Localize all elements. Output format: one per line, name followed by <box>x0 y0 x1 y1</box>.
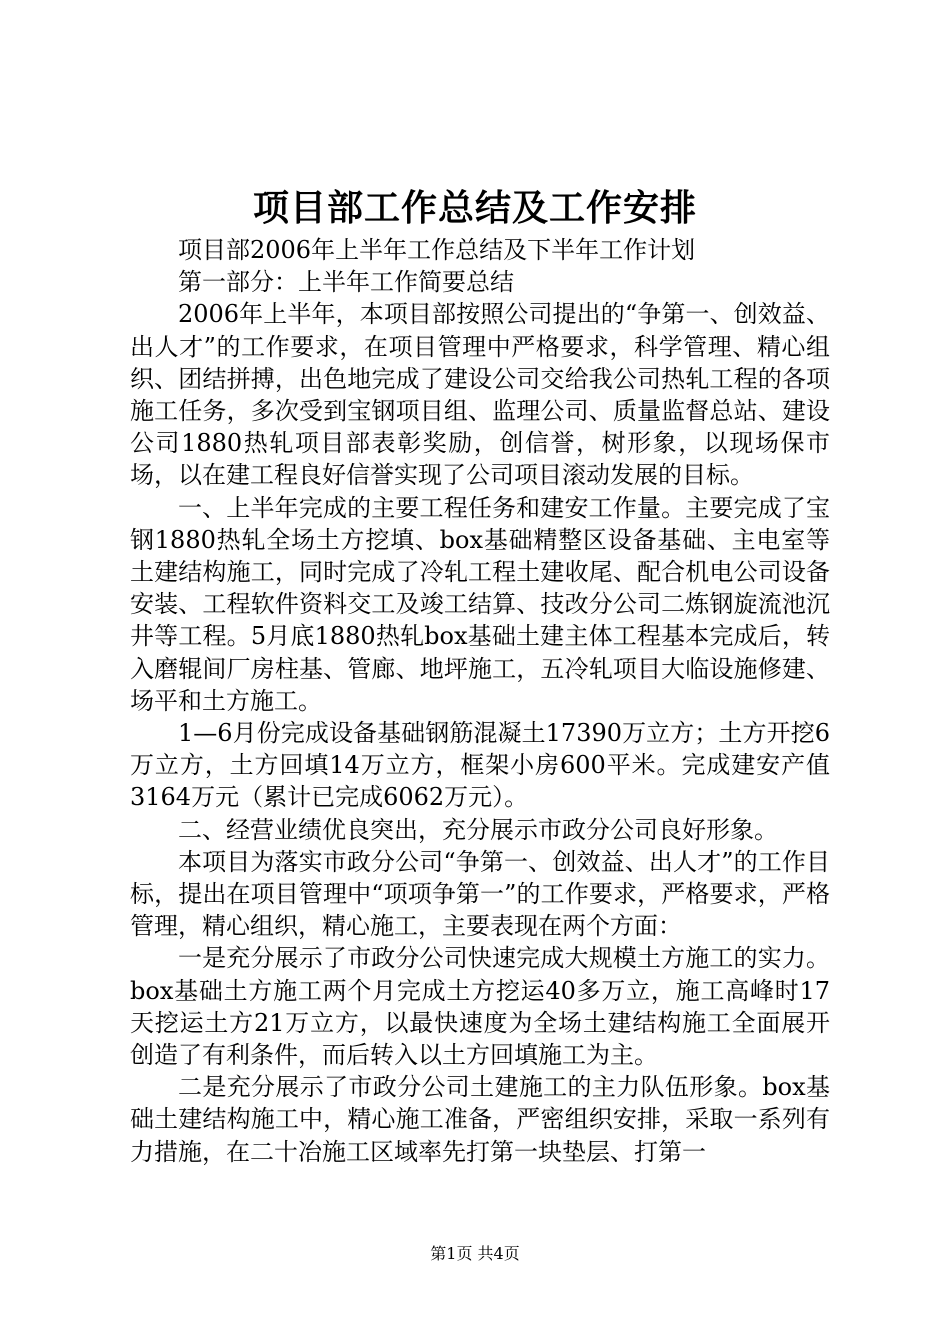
body-paragraph: 二、经营业绩优良突出，充分展示市政分公司良好形象。 <box>178 815 778 844</box>
body-paragraph: 1—6月份完成设备基础钢筋混凝土17390万立方；土方开挖6万立方，土方回填14万立方，框架小房600平米。完成建安产值3164万元（累计已完成6062万元）。 <box>130 719 830 812</box>
page-footer: 第1页 共4页 <box>430 1244 520 1263</box>
body-paragraph: 二是充分展示了市政分公司土建施工的主力队伍形象。box基础土建结构施工中，精心施工准备，严密组织安排，采取一系列有力措施，在二十冶施工区域率先打第一块垫层、打第一 <box>130 1073 830 1166</box>
body-paragraph: 一、上半年完成的主要工程任务和建安工作量。主要完成了宝钢1880热轧全场土方挖填、box基础精整区设备基础、主电室等土建结构施工，同时完成了冷轧工程土建收尾、配合机电公司设备安装、工程软件资料交工及竣工结算、技改分公司二炼钢旋流池沉井等工程。5月底1880热轧box基础土建主体工程基本完成后，转入磨辊间厂房柱基、管廊、地坪施工，五冷轧项目大临设施修建、场平和土方施工。 <box>130 493 830 715</box>
document-title: 项目部工作总结及工作安排 <box>252 187 697 229</box>
section-heading-paragraph: 第一部分：上半年工作简要总结 <box>178 268 514 297</box>
document-body <box>130 234 830 1168</box>
body-paragraph: 一是充分展示了市政分公司快速完成大规模土方施工的实力。box基础土方施工两个月完成土方挖运40多万立，施工高峰时17天挖运土方21万立方，以最快速度为全场土建结构施工全面展开创造了有利条件，而后转入以土方回填施工为主。 <box>130 944 830 1070</box>
body-paragraph: 本项目为落实市政分公司“争第一、创效益、出人才”的工作目标，提出在项目管理中“项项争第一”的工作要求，严格要求，严格管理，精心组织，精心施工，主要表现在两个方面： <box>130 847 830 941</box>
body-paragraph: 2006年上半年，本项目部按照公司提出的“争第一、创效益、出人才”的工作要求，在项目管理中严格要求，科学管理、精心组织、团结拼搏，出色地完成了建设公司交给我公司热轧工程的各项施工任务，多次受到宝钢项目组、监理公司、质量监督总站、建设公司1880热轧项目部表彰奖励，创信誉，树形象，以现场保市场，以在建工程良好信誉实现了公司项目滚动发展的目标。 <box>130 300 830 490</box>
subtitle-paragraph: 项目部2006年上半年工作总结及下半年工作计划 <box>178 236 696 264</box>
